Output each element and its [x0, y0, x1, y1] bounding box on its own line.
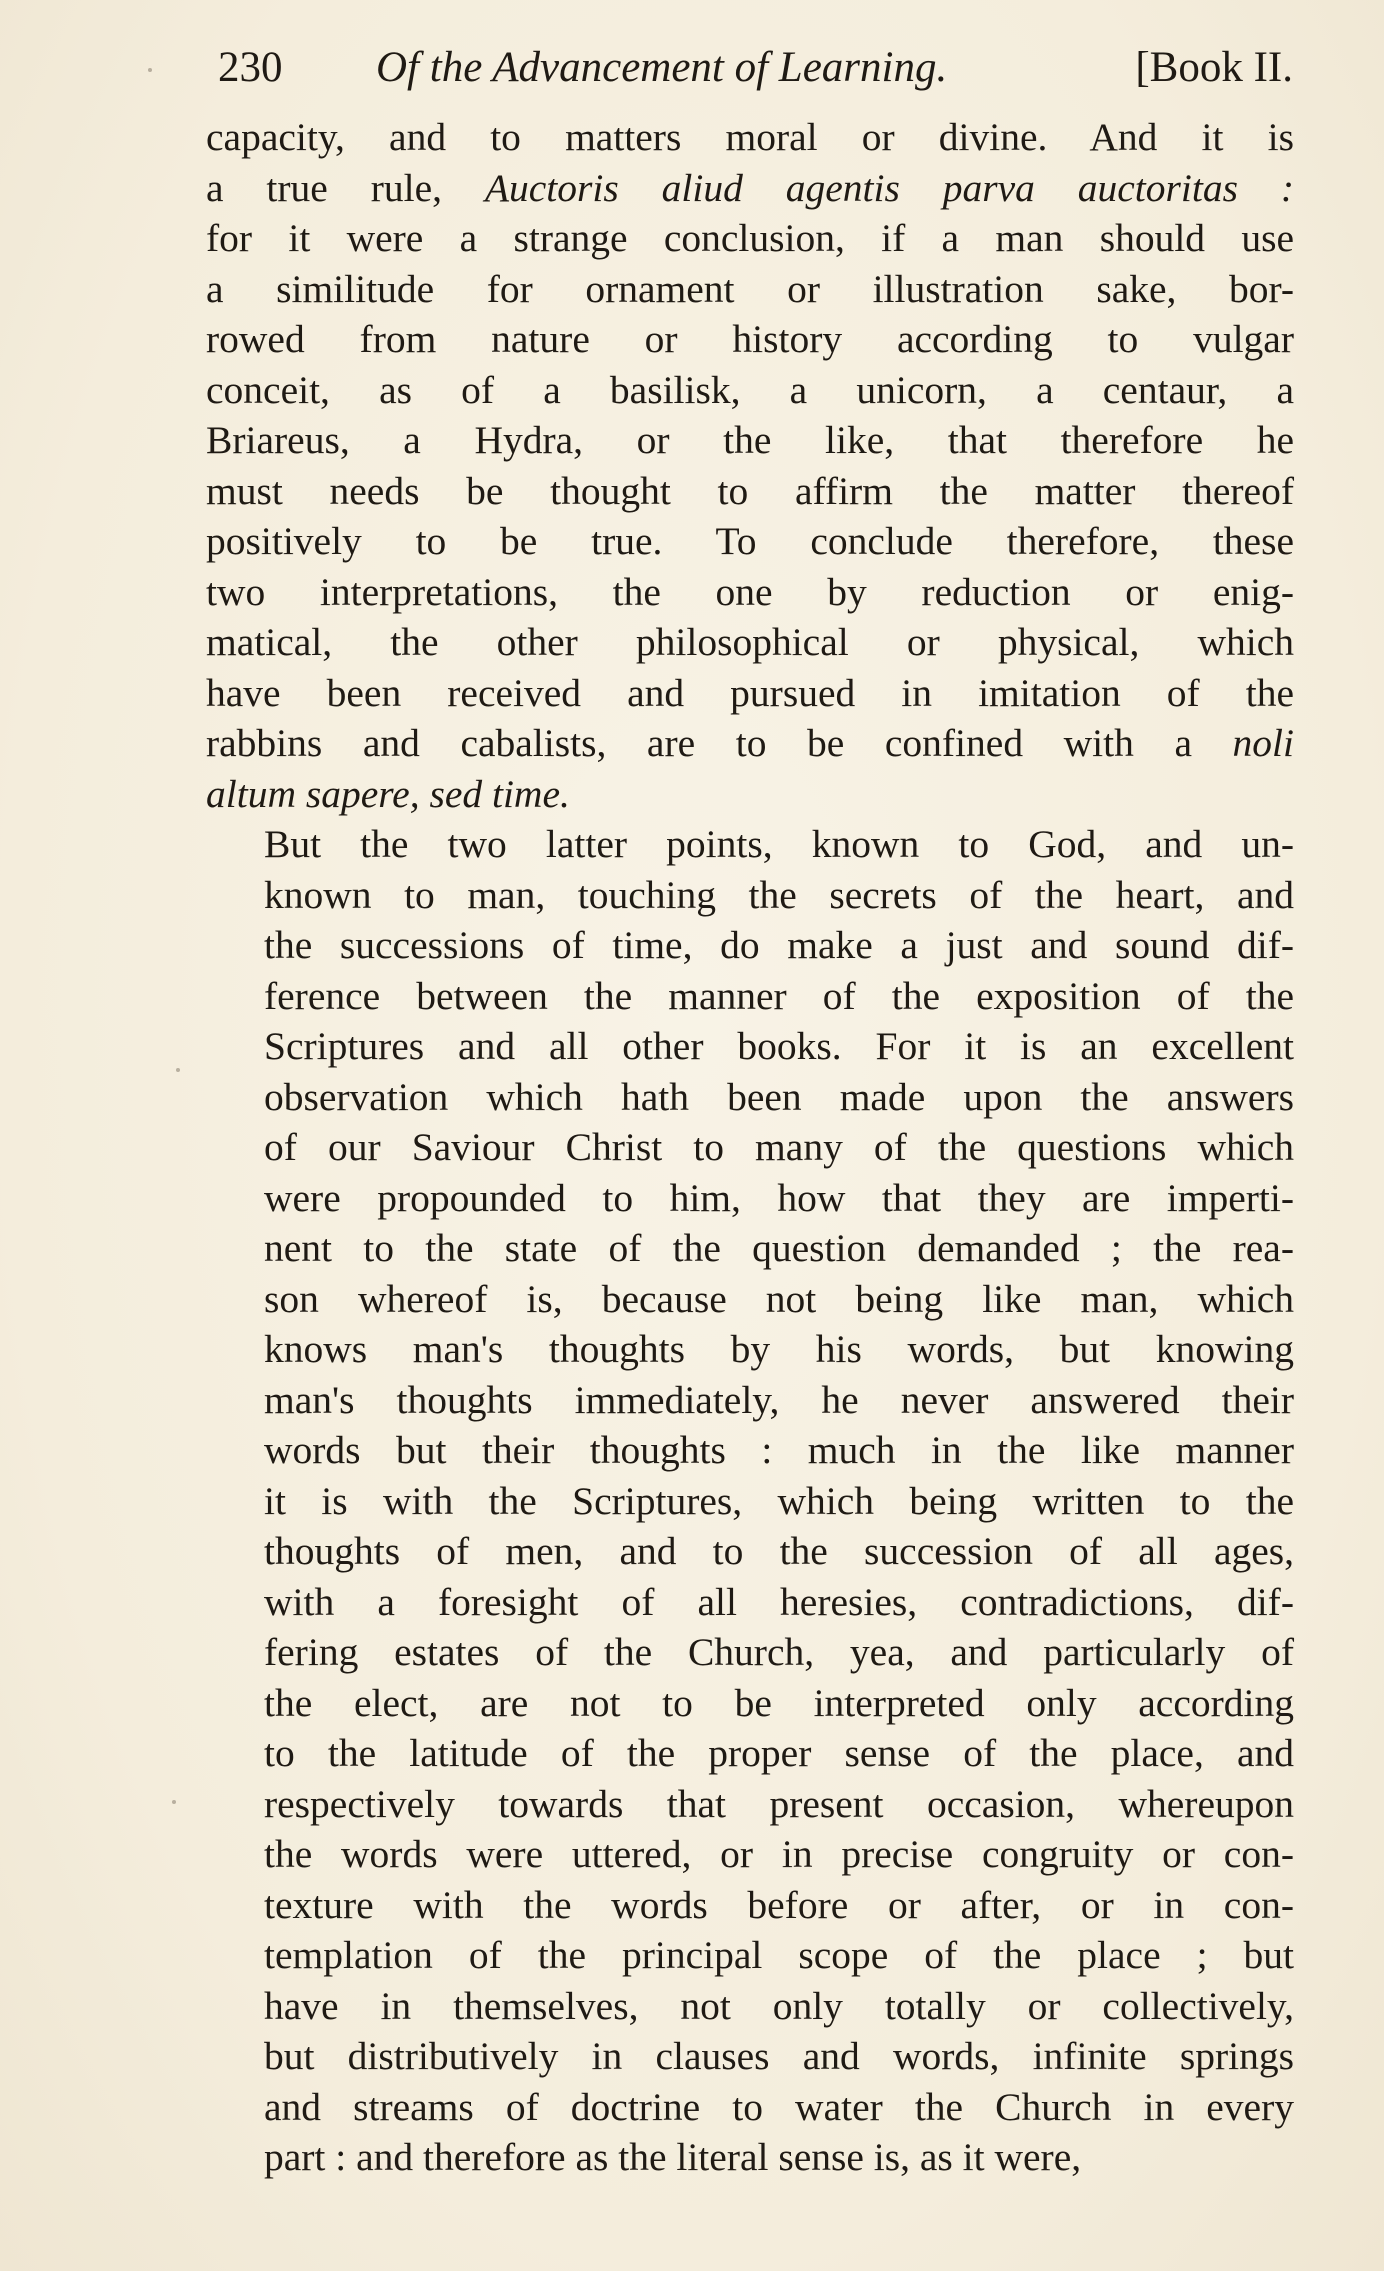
- text-run: templation of the principal scope of the place ; but: [264, 1933, 1294, 1977]
- text-run: man's thoughts immediately, he never answered their: [264, 1377, 1294, 1422]
- text-line: [206, 1375, 1294, 1426]
- text-run: and streams of doctrine to water the Church in every: [264, 2084, 1294, 2129]
- text-run: have been received and pursued in imitation of the: [206, 670, 1294, 715]
- text-run: matical, the other philosophical or physical, which: [206, 620, 1294, 664]
- text-line: [206, 1627, 1294, 1678]
- text-line: [206, 1526, 1294, 1577]
- text-line: [206, 920, 1294, 971]
- text-line: [206, 1476, 1294, 1527]
- text-line: [206, 1981, 1294, 2032]
- paper-speck: [176, 1068, 180, 1072]
- text-line: [206, 870, 1294, 921]
- italic-text: noli: [1232, 721, 1294, 765]
- text-line: [206, 415, 1294, 466]
- text-run: for it were a strange conclusion, if a man should use: [206, 216, 1294, 260]
- text-line: [206, 1880, 1294, 1931]
- text-line: [206, 1829, 1294, 1880]
- text-run: rabbins and cabalists, are to be confined with a: [206, 721, 1233, 765]
- text-line: [206, 1223, 1294, 1274]
- text-run: with a foresight of all heresies, contradictions, dif-: [264, 1579, 1294, 1624]
- text-line: [206, 466, 1294, 517]
- text-run: capacity, and to matters moral or divine. And it is: [206, 115, 1294, 159]
- text-line: [206, 365, 1294, 416]
- text-line: [206, 769, 1294, 820]
- text-run: rowed from nature or history according to vulgar: [206, 317, 1294, 361]
- text-run: Briareus, a Hydra, or the like, that therefore he: [206, 418, 1294, 462]
- body-text: [206, 112, 1294, 2183]
- text-line: [206, 1021, 1294, 1072]
- italic-text: altum sapere, sed time.: [206, 771, 570, 816]
- text-run: knows man's thoughts by his words, but knowing: [264, 1327, 1294, 1371]
- text-run: fering estates of the Church, yea, and particularly of: [264, 1630, 1294, 1674]
- text-run: the elect, are not to be interpreted only according: [264, 1680, 1294, 1725]
- text-run: must needs be thought to affirm the matter thereof: [206, 468, 1294, 513]
- text-line: [206, 1072, 1294, 1123]
- text-run: a similitude for ornament or illustration sake, bor-: [206, 266, 1294, 311]
- text-line: [206, 971, 1294, 1022]
- text-line: [206, 314, 1294, 365]
- text-run: the words were uttered, or in precise congruity or con-: [264, 1832, 1294, 1876]
- italic-text: Auctoris aliud agentis parva auctoritas :: [484, 165, 1294, 210]
- text-run: ference between the manner of the exposition of the: [264, 973, 1294, 1018]
- paragraph: [206, 112, 1294, 819]
- text-run: part : and therefore as the literal sense is, as it were,: [264, 2135, 1082, 2179]
- text-run: two interpretations, the one by reduction or enig-: [206, 569, 1294, 614]
- text-line: [206, 819, 1294, 870]
- text-line: [206, 2132, 1294, 2183]
- text-line: [206, 1779, 1294, 1830]
- text-run: thoughts of men, and to the succession of all ages,: [264, 1529, 1294, 1573]
- text-line: [206, 1274, 1294, 1325]
- text-line: [206, 516, 1294, 567]
- text-run: were propounded to him, how that they are imperti-: [264, 1175, 1294, 1220]
- text-run: texture with the words before or after, or in con-: [264, 1882, 1294, 1927]
- page-number: 230: [218, 44, 283, 91]
- text-run: Scriptures and all other books. For it is an excellent: [264, 1024, 1294, 1068]
- text-run: known to man, touching the secrets of the heart, and: [264, 872, 1294, 917]
- paragraph: [206, 819, 1294, 2183]
- text-run: of our Saviour Christ to many of the questions which: [264, 1125, 1294, 1169]
- text-run: a true rule,: [206, 165, 485, 210]
- text-line: [206, 1930, 1294, 1981]
- text-run: positively to be true. To conclude therefore, these: [206, 519, 1294, 563]
- text-line: [206, 112, 1294, 163]
- paper-speck: [172, 1800, 176, 1804]
- text-line: [206, 1728, 1294, 1779]
- text-run: have in themselves, not only totally or collectively,: [264, 1983, 1294, 2028]
- text-line: [206, 163, 1294, 214]
- running-title: Of the Advancement of Learning.: [376, 44, 948, 91]
- text-line: [206, 668, 1294, 719]
- text-line: [206, 2031, 1294, 2082]
- text-run: it is with the Scriptures, which being written to the: [264, 1478, 1294, 1523]
- text-run: but distributively in clauses and words, infinite springs: [264, 2034, 1294, 2078]
- text-run: the successions of time, do make a just and sound dif-: [264, 923, 1294, 967]
- text-run: respectively towards that present occasion, whereupon: [264, 1781, 1294, 1826]
- text-line: [206, 1425, 1294, 1476]
- text-line: [206, 567, 1294, 618]
- text-run: words but their thoughts : much in the like manner: [264, 1428, 1294, 1472]
- text-line: [206, 1173, 1294, 1224]
- text-line: [206, 718, 1294, 769]
- text-run: But the two latter points, known to God, and un-: [264, 822, 1294, 866]
- text-run: son whereof is, because not being like man, which: [264, 1276, 1294, 1321]
- text-run: to the latitude of the proper sense of the place, and: [264, 1731, 1294, 1775]
- text-line: [206, 617, 1294, 668]
- text-run: observation which hath been made upon the answers: [264, 1074, 1294, 1119]
- text-line: [206, 1678, 1294, 1729]
- text-line: [206, 2082, 1294, 2133]
- text-line: [206, 1577, 1294, 1628]
- book-label: [Book II.: [1135, 44, 1293, 91]
- paper-speck: [148, 68, 152, 72]
- text-line: [206, 1324, 1294, 1375]
- text-line: [206, 1122, 1294, 1173]
- running-header: [218, 38, 1293, 98]
- text-run: conceit, as of a basilisk, a unicorn, a centaur, a: [206, 367, 1294, 412]
- text-line: [206, 264, 1294, 315]
- text-run: nent to the state of the question demanded ; the rea-: [264, 1226, 1294, 1270]
- text-line: [206, 213, 1294, 264]
